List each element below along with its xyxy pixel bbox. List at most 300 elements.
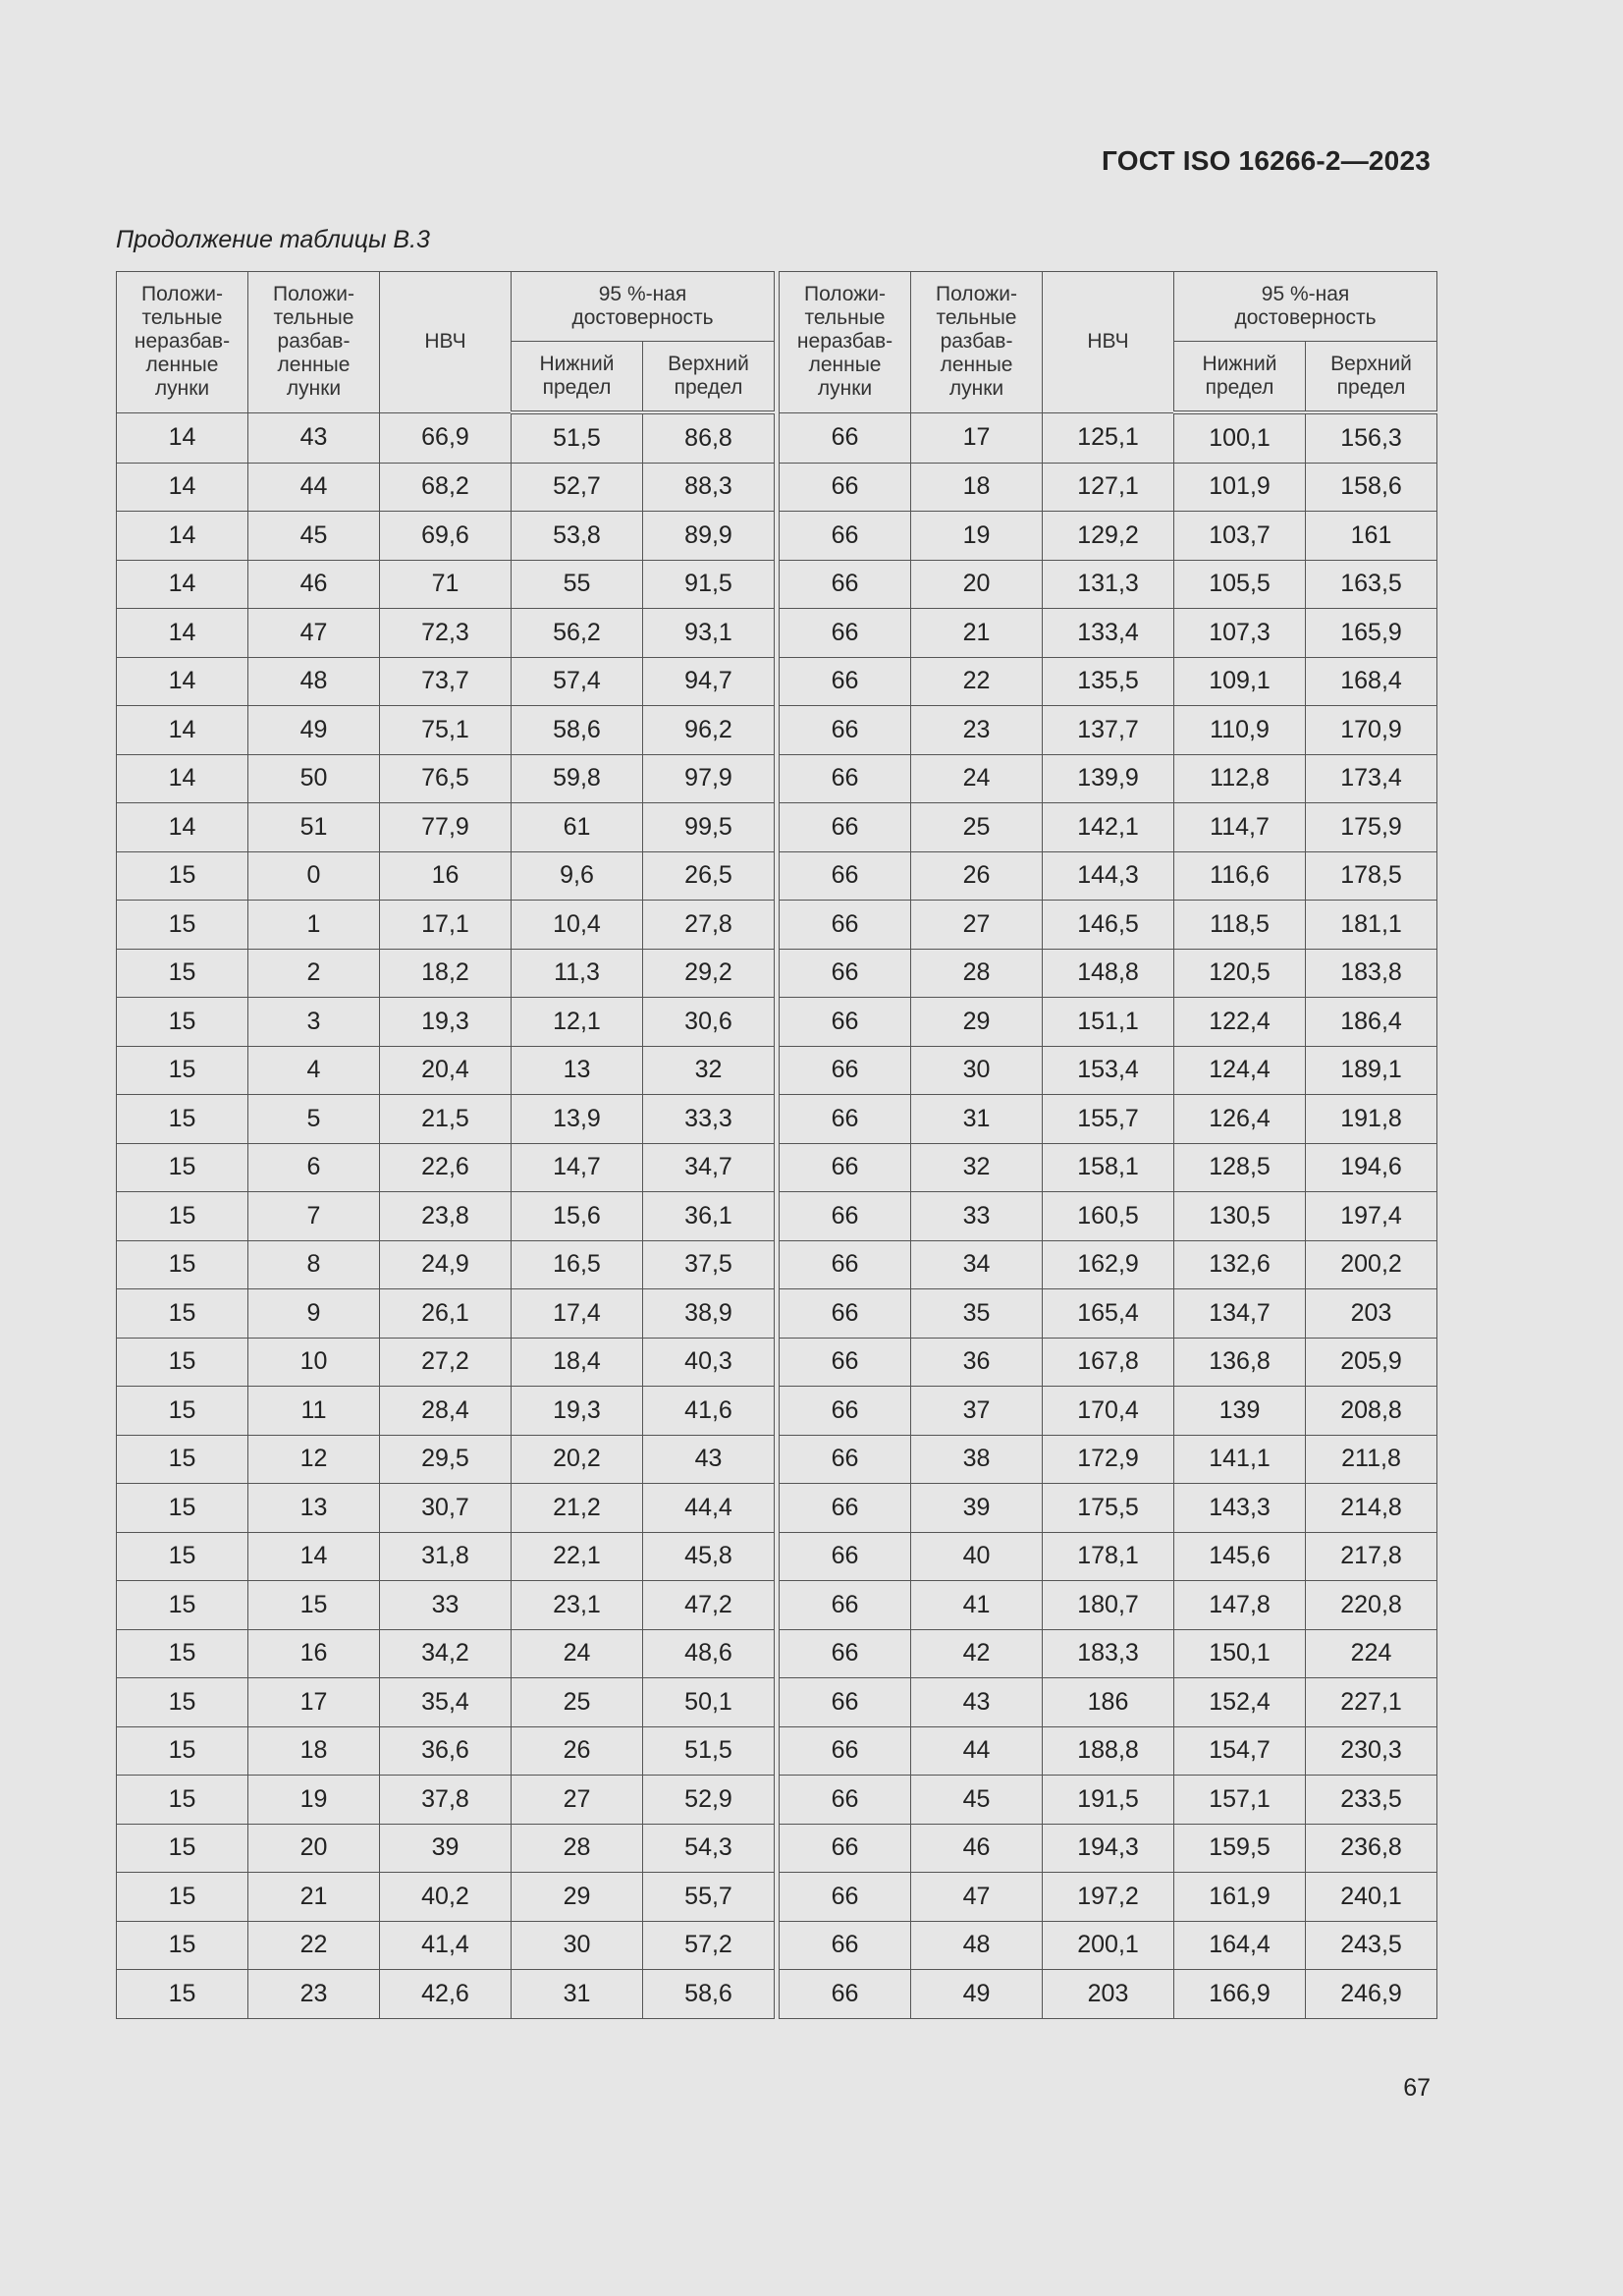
cell-mpn: 19,3 (380, 998, 512, 1047)
cell-mpn: 39 (380, 1824, 512, 1873)
cell-lower-limit: 101,9 (1174, 463, 1306, 512)
cell-positive-undiluted: 66 (780, 754, 911, 803)
cell-lower-limit: 18,4 (512, 1338, 643, 1387)
document-code: ГОСТ ISO 16266-2—2023 (1102, 145, 1431, 176)
cell-mpn: 137,7 (1043, 706, 1174, 755)
cell-positive-undiluted: 14 (117, 657, 248, 706)
cell-lower-limit: 109,1 (1174, 657, 1306, 706)
header-positive-undiluted-wells: Положи- тельные неразбав- ленные лунки (780, 272, 911, 413)
cell-positive-undiluted: 66 (780, 1678, 911, 1727)
cell-positive-undiluted: 15 (117, 1143, 248, 1192)
cell-mpn: 180,7 (1043, 1581, 1174, 1630)
cell-positive-undiluted: 14 (117, 609, 248, 658)
cell-mpn: 76,5 (380, 754, 512, 803)
cell-lower-limit: 30 (512, 1921, 643, 1970)
cell-lower-limit: 27 (512, 1776, 643, 1825)
cell-upper-limit: 91,5 (643, 560, 775, 609)
cell-upper-limit: 205,9 (1306, 1338, 1437, 1387)
cell-positive-diluted: 6 (248, 1143, 380, 1192)
cell-upper-limit: 50,1 (643, 1678, 775, 1727)
cell-upper-limit: 168,4 (1306, 657, 1437, 706)
table-row (117, 1824, 775, 1873)
cell-mpn: 131,3 (1043, 560, 1174, 609)
table-row (117, 1873, 775, 1922)
table-row (117, 1046, 775, 1095)
cell-upper-limit: 240,1 (1306, 1873, 1437, 1922)
cell-lower-limit: 164,4 (1174, 1921, 1306, 1970)
cell-positive-undiluted: 66 (780, 512, 911, 561)
cell-positive-undiluted: 15 (117, 998, 248, 1047)
cell-upper-limit: 158,6 (1306, 463, 1437, 512)
table-row (117, 1338, 775, 1387)
cell-mpn: 20,4 (380, 1046, 512, 1095)
cell-positive-diluted: 19 (248, 1776, 380, 1825)
cell-mpn: 36,6 (380, 1726, 512, 1776)
cell-lower-limit: 19,3 (512, 1387, 643, 1436)
cell-positive-undiluted: 66 (780, 1921, 911, 1970)
cell-lower-limit: 25 (512, 1678, 643, 1727)
cell-mpn: 28,4 (380, 1387, 512, 1436)
cell-positive-diluted: 2 (248, 949, 380, 998)
cell-lower-limit: 15,6 (512, 1192, 643, 1241)
cell-positive-undiluted: 66 (780, 657, 911, 706)
cell-lower-limit: 132,6 (1174, 1240, 1306, 1289)
cell-mpn: 27,2 (380, 1338, 512, 1387)
cell-positive-diluted: 51 (248, 803, 380, 852)
cell-upper-limit: 48,6 (643, 1629, 775, 1678)
table-row (780, 1873, 1437, 1922)
cell-positive-undiluted: 66 (780, 1726, 911, 1776)
cell-positive-diluted: 43 (248, 412, 380, 463)
cell-lower-limit: 21,2 (512, 1484, 643, 1533)
header-confidence: 95 %-ная достоверность (512, 272, 775, 342)
table-row (117, 609, 775, 658)
cell-positive-diluted: 10 (248, 1338, 380, 1387)
cell-upper-limit: 200,2 (1306, 1240, 1437, 1289)
table-row (780, 1289, 1437, 1339)
cell-mpn: 178,1 (1043, 1532, 1174, 1581)
cell-lower-limit: 110,9 (1174, 706, 1306, 755)
cell-positive-diluted: 42 (911, 1629, 1043, 1678)
table-row (117, 851, 775, 901)
cell-upper-limit: 96,2 (643, 706, 775, 755)
table-row (117, 706, 775, 755)
cell-lower-limit: 11,3 (512, 949, 643, 998)
cell-positive-diluted: 5 (248, 1095, 380, 1144)
cell-positive-diluted: 30 (911, 1046, 1043, 1095)
cell-positive-undiluted: 66 (780, 1484, 911, 1533)
cell-mpn: 73,7 (380, 657, 512, 706)
cell-positive-diluted: 35 (911, 1289, 1043, 1339)
cell-lower-limit: 150,1 (1174, 1629, 1306, 1678)
cell-mpn: 146,5 (1043, 901, 1174, 950)
cell-positive-diluted: 45 (911, 1776, 1043, 1825)
table-row (780, 851, 1437, 901)
cell-mpn: 35,4 (380, 1678, 512, 1727)
cell-lower-limit: 114,7 (1174, 803, 1306, 852)
table-row (780, 1776, 1437, 1825)
cell-upper-limit: 33,3 (643, 1095, 775, 1144)
table-row (117, 463, 775, 512)
cell-upper-limit: 27,8 (643, 901, 775, 950)
cell-positive-undiluted: 66 (780, 1435, 911, 1484)
table-row (117, 1387, 775, 1436)
header-upper-limit: Верхний предел (643, 342, 775, 413)
cell-positive-undiluted: 66 (780, 1046, 911, 1095)
cell-mpn: 77,9 (380, 803, 512, 852)
cell-mpn: 170,4 (1043, 1387, 1174, 1436)
cell-mpn: 135,5 (1043, 657, 1174, 706)
cell-positive-undiluted: 66 (780, 1970, 911, 2019)
cell-upper-limit: 203 (1306, 1289, 1437, 1339)
cell-upper-limit: 163,5 (1306, 560, 1437, 609)
table-row (780, 1192, 1437, 1241)
cell-lower-limit: 31 (512, 1970, 643, 2019)
cell-lower-limit: 28 (512, 1824, 643, 1873)
cell-lower-limit: 22,1 (512, 1532, 643, 1581)
cell-lower-limit: 51,5 (512, 412, 643, 463)
table-row (117, 1970, 775, 2019)
cell-mpn: 144,3 (1043, 851, 1174, 901)
cell-positive-undiluted: 66 (780, 706, 911, 755)
cell-upper-limit: 220,8 (1306, 1581, 1437, 1630)
cell-positive-undiluted: 66 (780, 851, 911, 901)
cell-positive-diluted: 21 (248, 1873, 380, 1922)
data-table-container (116, 271, 1437, 2019)
cell-lower-limit: 105,5 (1174, 560, 1306, 609)
cell-lower-limit: 147,8 (1174, 1581, 1306, 1630)
cell-lower-limit: 116,6 (1174, 851, 1306, 901)
cell-mpn: 21,5 (380, 1095, 512, 1144)
cell-lower-limit: 56,2 (512, 609, 643, 658)
cell-positive-undiluted: 66 (780, 1824, 911, 1873)
cell-mpn: 191,5 (1043, 1776, 1174, 1825)
cell-positive-undiluted: 15 (117, 1338, 248, 1387)
cell-positive-undiluted: 66 (780, 1629, 911, 1678)
cell-lower-limit: 161,9 (1174, 1873, 1306, 1922)
cell-lower-limit: 143,3 (1174, 1484, 1306, 1533)
cell-lower-limit: 126,4 (1174, 1095, 1306, 1144)
cell-upper-limit: 186,4 (1306, 998, 1437, 1047)
cell-mpn: 68,2 (380, 463, 512, 512)
table-row (780, 901, 1437, 950)
data-table-left (116, 271, 775, 2019)
table-row (117, 1435, 775, 1484)
cell-upper-limit: 47,2 (643, 1581, 775, 1630)
cell-upper-limit: 45,8 (643, 1532, 775, 1581)
cell-mpn: 172,9 (1043, 1435, 1174, 1484)
cell-positive-diluted: 24 (911, 754, 1043, 803)
cell-upper-limit: 97,9 (643, 754, 775, 803)
cell-positive-undiluted: 14 (117, 463, 248, 512)
cell-mpn: 200,1 (1043, 1921, 1174, 1970)
cell-upper-limit: 233,5 (1306, 1776, 1437, 1825)
table-row (117, 803, 775, 852)
cell-positive-diluted: 49 (911, 1970, 1043, 2019)
table-row (117, 1289, 775, 1339)
cell-mpn: 29,5 (380, 1435, 512, 1484)
cell-mpn: 160,5 (1043, 1192, 1174, 1241)
cell-upper-limit: 43 (643, 1435, 775, 1484)
header-mpn: НВЧ (1043, 272, 1174, 413)
cell-positive-undiluted: 15 (117, 1678, 248, 1727)
cell-positive-diluted: 15 (248, 1581, 380, 1630)
cell-upper-limit: 236,8 (1306, 1824, 1437, 1873)
cell-lower-limit: 118,5 (1174, 901, 1306, 950)
cell-upper-limit: 183,8 (1306, 949, 1437, 998)
cell-lower-limit: 107,3 (1174, 609, 1306, 658)
table-row (780, 1095, 1437, 1144)
table-row (780, 706, 1437, 755)
cell-positive-diluted: 16 (248, 1629, 380, 1678)
cell-upper-limit: 178,5 (1306, 851, 1437, 901)
cell-lower-limit: 157,1 (1174, 1776, 1306, 1825)
cell-lower-limit: 112,8 (1174, 754, 1306, 803)
cell-upper-limit: 224 (1306, 1629, 1437, 1678)
cell-positive-undiluted: 66 (780, 1192, 911, 1241)
cell-upper-limit: 54,3 (643, 1824, 775, 1873)
cell-upper-limit: 93,1 (643, 609, 775, 658)
cell-positive-undiluted: 15 (117, 1581, 248, 1630)
cell-positive-undiluted: 66 (780, 412, 911, 463)
cell-mpn: 197,2 (1043, 1873, 1174, 1922)
cell-mpn: 40,2 (380, 1873, 512, 1922)
cell-positive-diluted: 36 (911, 1338, 1043, 1387)
cell-positive-undiluted: 66 (780, 1338, 911, 1387)
cell-upper-limit: 99,5 (643, 803, 775, 852)
cell-lower-limit: 13,9 (512, 1095, 643, 1144)
cell-mpn: 142,1 (1043, 803, 1174, 852)
cell-lower-limit: 145,6 (1174, 1532, 1306, 1581)
cell-positive-undiluted: 66 (780, 1776, 911, 1825)
cell-positive-diluted: 29 (911, 998, 1043, 1047)
cell-lower-limit: 130,5 (1174, 1192, 1306, 1241)
cell-positive-diluted: 11 (248, 1387, 380, 1436)
cell-lower-limit: 17,4 (512, 1289, 643, 1339)
header-positive-diluted-wells: Положи- тельные разбав- ленные лунки (248, 272, 380, 413)
cell-upper-limit: 86,8 (643, 412, 775, 463)
cell-positive-diluted: 34 (911, 1240, 1043, 1289)
table-row (117, 1192, 775, 1241)
cell-mpn: 24,9 (380, 1240, 512, 1289)
cell-positive-diluted: 13 (248, 1484, 380, 1533)
cell-upper-limit: 243,5 (1306, 1921, 1437, 1970)
cell-lower-limit: 103,7 (1174, 512, 1306, 561)
cell-positive-undiluted: 66 (780, 1289, 911, 1339)
cell-positive-diluted: 22 (911, 657, 1043, 706)
cell-lower-limit: 166,9 (1174, 1970, 1306, 2019)
cell-positive-diluted: 9 (248, 1289, 380, 1339)
cell-upper-limit: 26,5 (643, 851, 775, 901)
cell-lower-limit: 122,4 (1174, 998, 1306, 1047)
table-row (117, 657, 775, 706)
cell-positive-undiluted: 66 (780, 560, 911, 609)
cell-upper-limit: 41,6 (643, 1387, 775, 1436)
cell-lower-limit: 29 (512, 1873, 643, 1922)
cell-mpn: 33 (380, 1581, 512, 1630)
table-row (780, 512, 1437, 561)
cell-positive-undiluted: 15 (117, 1726, 248, 1776)
cell-mpn: 188,8 (1043, 1726, 1174, 1776)
cell-positive-diluted: 50 (248, 754, 380, 803)
cell-positive-undiluted: 66 (780, 901, 911, 950)
table-body-right (780, 412, 1437, 2018)
table-row (780, 609, 1437, 658)
cell-lower-limit: 9,6 (512, 851, 643, 901)
cell-lower-limit: 20,2 (512, 1435, 643, 1484)
cell-positive-diluted: 27 (911, 901, 1043, 950)
cell-mpn: 41,4 (380, 1921, 512, 1970)
cell-positive-diluted: 4 (248, 1046, 380, 1095)
cell-positive-diluted: 44 (911, 1726, 1043, 1776)
table-row (780, 1240, 1437, 1289)
cell-positive-undiluted: 14 (117, 512, 248, 561)
table-row (117, 412, 775, 463)
cell-upper-limit: 173,4 (1306, 754, 1437, 803)
header-positive-diluted-wells: Положи- тельные разбав- ленные лунки (911, 272, 1043, 413)
header-confidence: 95 %-ная достоверность (1174, 272, 1437, 342)
table-row (780, 998, 1437, 1047)
cell-positive-undiluted: 66 (780, 1387, 911, 1436)
cell-positive-diluted: 20 (911, 560, 1043, 609)
cell-positive-diluted: 37 (911, 1387, 1043, 1436)
table-row (117, 1776, 775, 1825)
cell-lower-limit: 152,4 (1174, 1678, 1306, 1727)
table-row (780, 1046, 1437, 1095)
cell-lower-limit: 136,8 (1174, 1338, 1306, 1387)
cell-positive-diluted: 22 (248, 1921, 380, 1970)
cell-positive-undiluted: 15 (117, 1387, 248, 1436)
cell-positive-diluted: 14 (248, 1532, 380, 1581)
cell-positive-diluted: 48 (911, 1921, 1043, 1970)
table-row (780, 803, 1437, 852)
cell-mpn: 17,1 (380, 901, 512, 950)
cell-positive-undiluted: 66 (780, 949, 911, 998)
cell-lower-limit: 23,1 (512, 1581, 643, 1630)
cell-positive-diluted: 26 (911, 851, 1043, 901)
cell-positive-diluted: 21 (911, 609, 1043, 658)
table-body-left (117, 412, 775, 2018)
cell-positive-diluted: 8 (248, 1240, 380, 1289)
table-row (780, 1532, 1437, 1581)
cell-lower-limit: 120,5 (1174, 949, 1306, 998)
cell-positive-diluted: 17 (911, 412, 1043, 463)
cell-lower-limit: 52,7 (512, 463, 643, 512)
cell-upper-limit: 230,3 (1306, 1726, 1437, 1776)
table-row (780, 1726, 1437, 1776)
cell-upper-limit: 165,9 (1306, 609, 1437, 658)
cell-upper-limit: 36,1 (643, 1192, 775, 1241)
header-upper-limit: Верхний предел (1306, 342, 1437, 413)
table-row (780, 949, 1437, 998)
cell-mpn: 151,1 (1043, 998, 1174, 1047)
cell-positive-undiluted: 66 (780, 1143, 911, 1192)
table-row (117, 512, 775, 561)
table-row (117, 1629, 775, 1678)
cell-mpn: 22,6 (380, 1143, 512, 1192)
cell-mpn: 16 (380, 851, 512, 901)
cell-positive-undiluted: 15 (117, 851, 248, 901)
table-row (117, 754, 775, 803)
cell-mpn: 30,7 (380, 1484, 512, 1533)
cell-upper-limit: 181,1 (1306, 901, 1437, 950)
cell-mpn: 153,4 (1043, 1046, 1174, 1095)
cell-upper-limit: 32 (643, 1046, 775, 1095)
table-row (780, 1435, 1437, 1484)
cell-positive-undiluted: 15 (117, 1824, 248, 1873)
cell-lower-limit: 61 (512, 803, 643, 852)
cell-mpn: 34,2 (380, 1629, 512, 1678)
cell-positive-undiluted: 14 (117, 754, 248, 803)
cell-upper-limit: 175,9 (1306, 803, 1437, 852)
cell-upper-limit: 44,4 (643, 1484, 775, 1533)
table-row (117, 901, 775, 950)
cell-lower-limit: 24 (512, 1629, 643, 1678)
cell-mpn: 165,4 (1043, 1289, 1174, 1339)
table-row (780, 1970, 1437, 2019)
table-row (117, 1726, 775, 1776)
cell-mpn: 66,9 (380, 412, 512, 463)
cell-upper-limit: 34,7 (643, 1143, 775, 1192)
cell-upper-limit: 89,9 (643, 512, 775, 561)
cell-mpn: 37,8 (380, 1776, 512, 1825)
cell-upper-limit: 58,6 (643, 1970, 775, 2019)
cell-positive-diluted: 47 (911, 1873, 1043, 1922)
page-number: 67 (1403, 2074, 1431, 2102)
cell-upper-limit: 52,9 (643, 1776, 775, 1825)
table-row (780, 560, 1437, 609)
table-row (117, 1240, 775, 1289)
cell-positive-diluted: 31 (911, 1095, 1043, 1144)
table-row (117, 1581, 775, 1630)
cell-upper-limit: 197,4 (1306, 1192, 1437, 1241)
cell-positive-undiluted: 15 (117, 949, 248, 998)
table-row (780, 1678, 1437, 1727)
cell-positive-undiluted: 66 (780, 463, 911, 512)
cell-upper-limit: 55,7 (643, 1873, 775, 1922)
cell-positive-undiluted: 15 (117, 1970, 248, 2019)
data-table-right (779, 271, 1437, 2019)
table-row (117, 998, 775, 1047)
cell-positive-undiluted: 66 (780, 803, 911, 852)
cell-upper-limit: 227,1 (1306, 1678, 1437, 1727)
cell-upper-limit: 51,5 (643, 1726, 775, 1776)
cell-positive-undiluted: 15 (117, 1192, 248, 1241)
cell-positive-undiluted: 66 (780, 1240, 911, 1289)
table-row (117, 1532, 775, 1581)
cell-positive-diluted: 19 (911, 512, 1043, 561)
table-caption: Продолжение таблицы B.3 (116, 226, 430, 253)
cell-lower-limit: 12,1 (512, 998, 643, 1047)
table-row (780, 1484, 1437, 1533)
cell-positive-diluted: 7 (248, 1192, 380, 1241)
cell-lower-limit: 58,6 (512, 706, 643, 755)
cell-positive-diluted: 23 (248, 1970, 380, 2019)
table-row (780, 1581, 1437, 1630)
cell-positive-undiluted: 15 (117, 1095, 248, 1144)
cell-upper-limit: 94,7 (643, 657, 775, 706)
cell-positive-undiluted: 14 (117, 412, 248, 463)
cell-lower-limit: 141,1 (1174, 1435, 1306, 1484)
cell-mpn: 155,7 (1043, 1095, 1174, 1144)
cell-upper-limit: 194,6 (1306, 1143, 1437, 1192)
cell-positive-diluted: 20 (248, 1824, 380, 1873)
cell-lower-limit: 59,8 (512, 754, 643, 803)
table-row (780, 463, 1437, 512)
cell-lower-limit: 128,5 (1174, 1143, 1306, 1192)
cell-positive-diluted: 23 (911, 706, 1043, 755)
table-row (780, 1824, 1437, 1873)
